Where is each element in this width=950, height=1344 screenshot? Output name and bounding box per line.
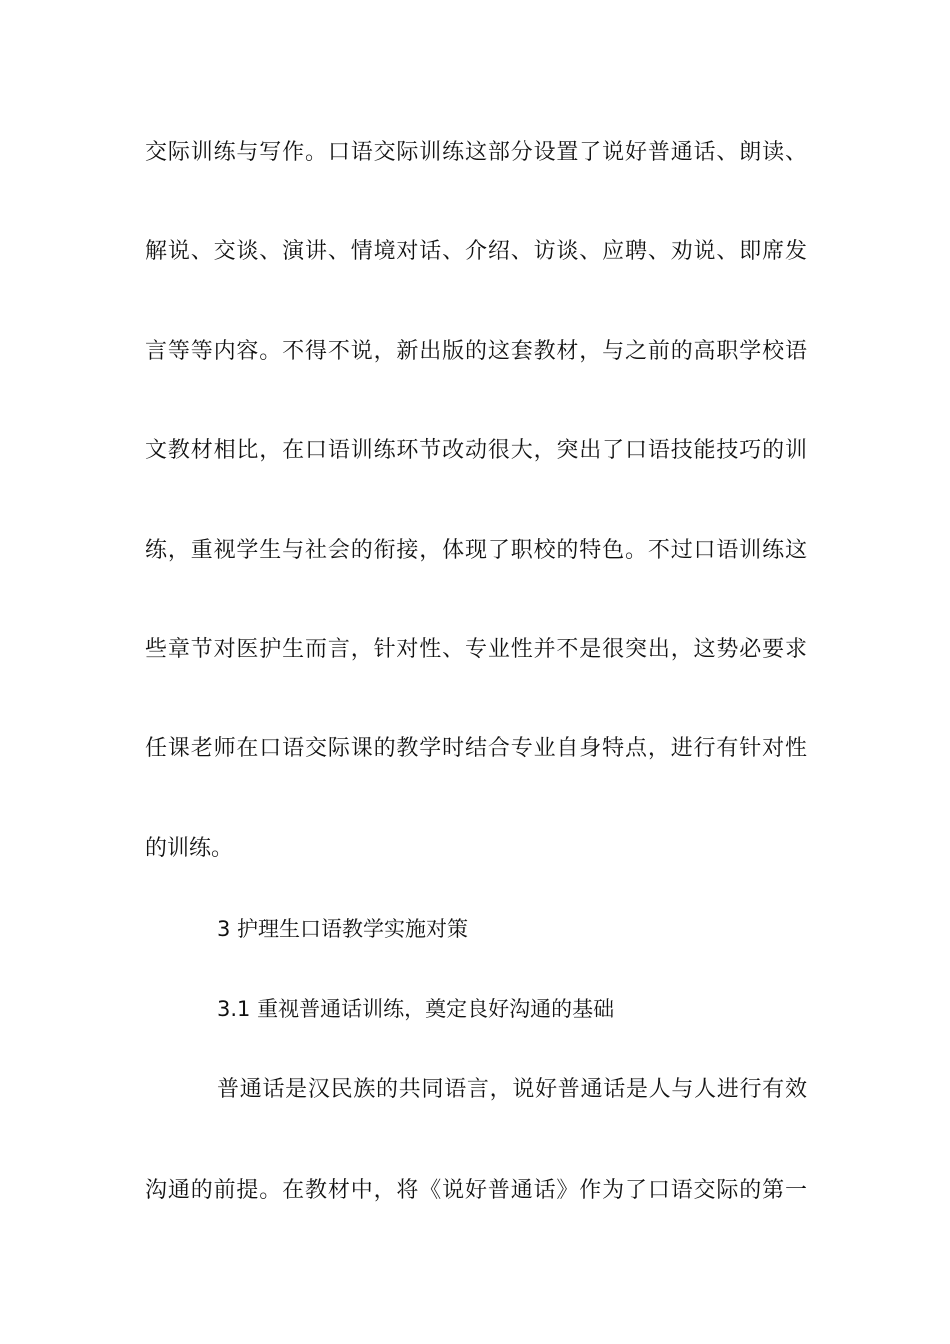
paragraph-line: 解说、交谈、演讲、情境对话、介绍、访谈、应聘、劝说、即席发 [145,239,807,264]
paragraph-line: 些章节对医护生而言，针对性、专业性并不是很突出，这势必要求 [145,637,807,662]
paragraph-line: 沟通的前提。在教材中，将《说好普通话》作为了口语交际的第一 [145,1178,807,1203]
subsection-heading: 3.1 重视普通话训练，奠定良好沟通的基础 [217,997,615,1021]
paragraph-line: 文教材相比，在口语训练环节改动很大，突出了口语技能技巧的训 [145,438,807,463]
paragraph-line: 任课老师在口语交际课的教学时结合专业自身特点，进行有针对性 [145,736,807,761]
section-heading: 3 护理生口语教学实施对策 [217,917,469,941]
paragraph-line-last: 的训练。 [145,836,234,861]
paragraph-line: 交际训练与写作。口语交际训练这部分设置了说好普通话、朗读、 [145,140,807,165]
paragraph-line: 练，重视学生与社会的衔接，体现了职校的特色。不过口语训练这 [145,538,807,563]
paragraph-first-line: 普通话是汉民族的共同语言，说好普通话是人与人进行有效 [217,1077,807,1102]
paragraph-line: 言等等内容。不得不说，新出版的这套教材，与之前的高职学校语 [145,339,807,364]
